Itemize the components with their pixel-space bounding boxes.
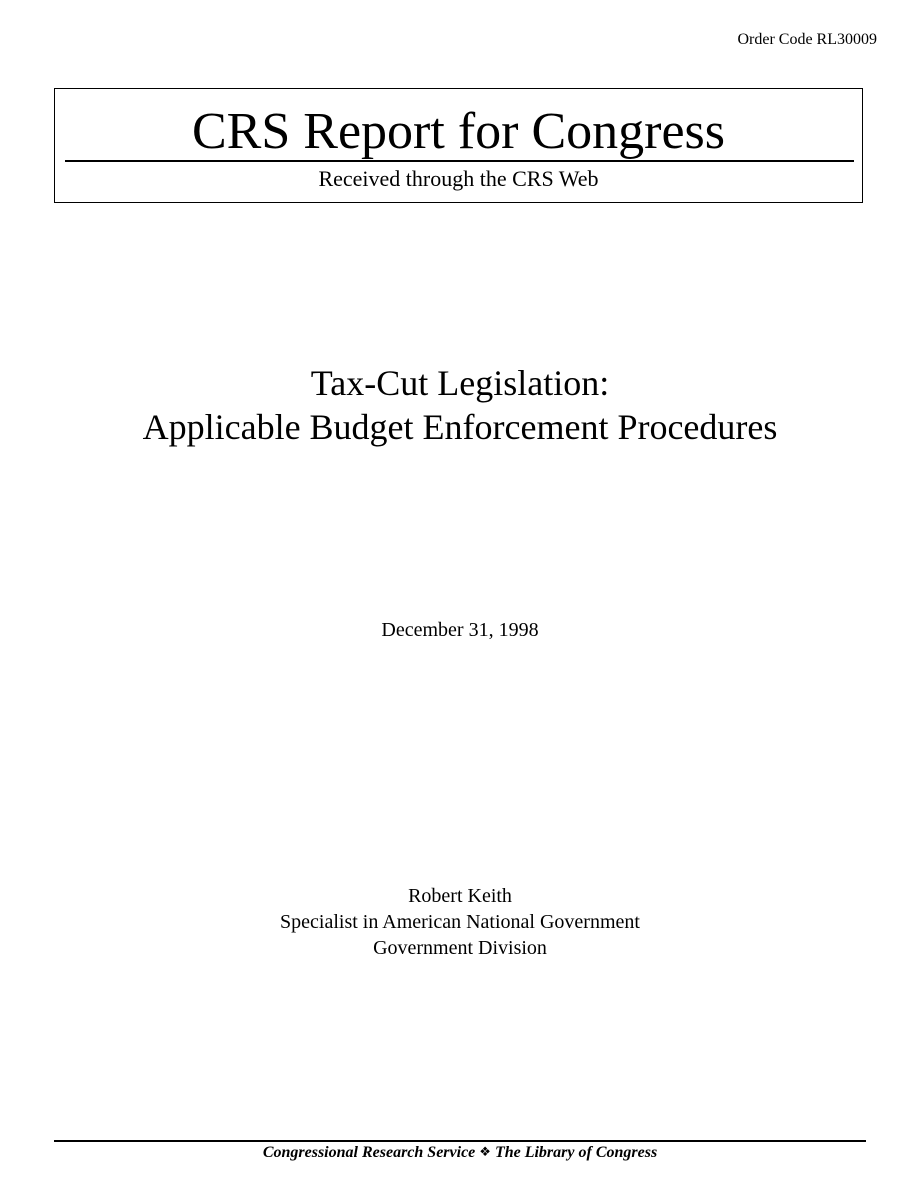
document-date: December 31, 1998 <box>381 619 539 641</box>
order-code: Order Code RL30009 <box>737 31 877 48</box>
footer-right-text: The Library of Congress <box>494 1144 658 1161</box>
document-title-line-2: Applicable Budget Enforcement Procedures <box>142 407 778 447</box>
footer-divider <box>54 1140 866 1142</box>
report-subtitle: Received through the CRS Web <box>318 166 599 191</box>
diamond-ornament-icon: ❖ <box>479 1145 491 1160</box>
author-name: Robert Keith <box>408 885 512 907</box>
author-division: Government Division <box>373 937 547 959</box>
author-position: Specialist in American National Government <box>280 911 640 933</box>
report-header-box <box>54 88 863 203</box>
footer <box>0 1143 920 1163</box>
document-title-line-1: Tax-Cut Legislation: <box>310 363 610 403</box>
report-title: CRS Report for Congress <box>192 103 725 160</box>
header-divider <box>65 160 854 162</box>
footer-left-text: Congressional Research Service <box>262 1144 476 1161</box>
